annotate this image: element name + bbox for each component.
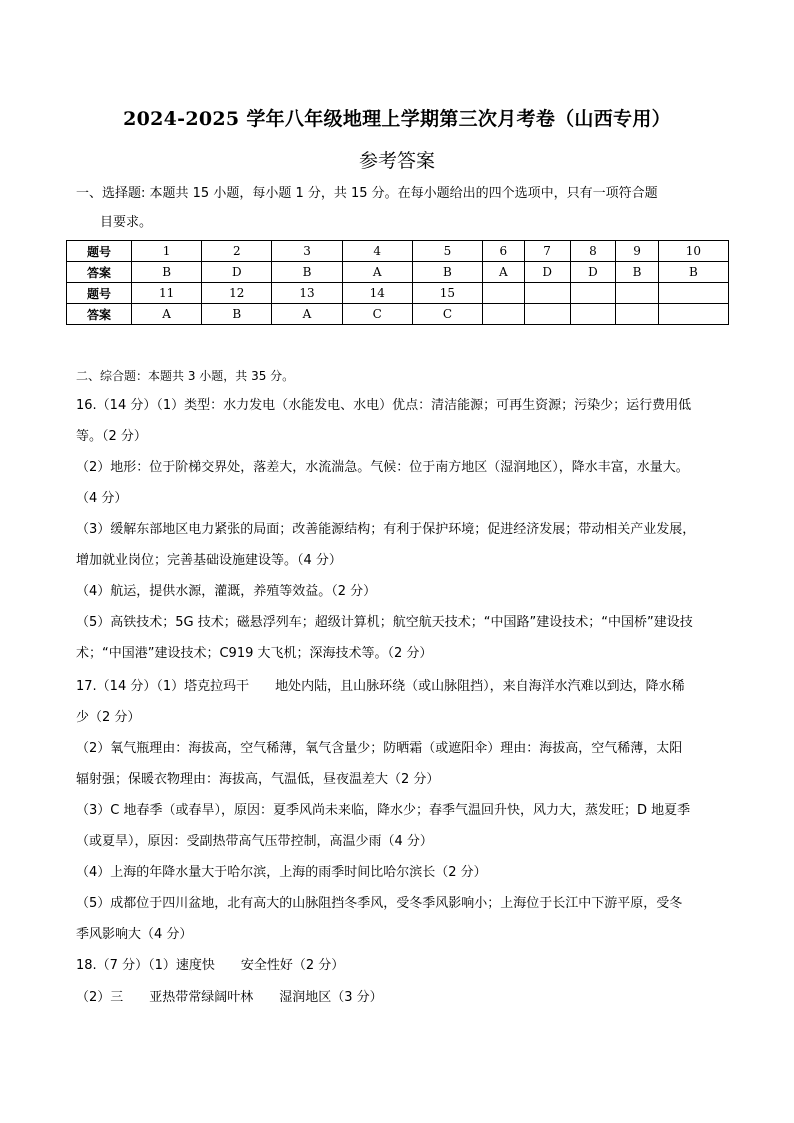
table-cell: 2 xyxy=(202,241,272,262)
table-cell: D xyxy=(524,262,570,283)
table-cell: 答案 xyxy=(67,304,132,325)
table-row xyxy=(67,241,729,262)
answer-line: （5）成都位于四川盆地，北有高大的山脉阻挡冬季风，受冬季风影响小；上海位于长江中下游平原，受冬 xyxy=(76,896,683,911)
table-cell: A xyxy=(132,304,202,325)
table-cell: D xyxy=(202,262,272,283)
table-cell: B xyxy=(272,262,342,283)
table-cell: A xyxy=(483,262,525,283)
table-cell: 13 xyxy=(272,283,342,304)
table-cell: D xyxy=(570,262,616,283)
answer-line: 增加就业岗位；完善基础设施建设等。（4 分） xyxy=(76,553,342,568)
table-cell xyxy=(524,304,570,325)
table-cell: B xyxy=(412,262,482,283)
table-cell xyxy=(616,304,658,325)
table-cell: B xyxy=(202,304,272,325)
table-cell: 1 xyxy=(132,241,202,262)
table-cell xyxy=(483,283,525,304)
answer-line: （3）C 地春季（或春旱），原因：夏季风尚未来临，降水少；春季气温回升快，风力大，蒸发旺；D 地夏季 xyxy=(76,803,691,818)
answer-line: （5）高铁技术；5G 技术；磁悬浮列车；超级计算机；航空航天技术；“中国路”建设技术；“中国桥”建设技 xyxy=(76,615,693,630)
table-cell: 4 xyxy=(342,241,412,262)
table-cell: B xyxy=(658,262,728,283)
table-cell: 12 xyxy=(202,283,272,304)
answer-line: 季风影响大（4 分） xyxy=(76,927,193,942)
section1-instruction: 一、选择题: 本题共 15 小题，每小题 1 分，共 15 分。在每小题给出的四个选项中，只有一项符合题 xyxy=(76,186,658,201)
answer-line: 17.（14 分）（1）塔克拉玛干 地处内陆，且山脉环绕（或山脉阻挡），来自海洋水汽难以到达，降水稀 xyxy=(76,679,685,694)
answer-line: （4）上海的年降水量大于哈尔滨，上海的雨季时间比哈尔滨长（2 分） xyxy=(76,865,487,880)
answer-line: （或夏旱），原因：受副热带高气压带控制，高温少雨（4 分） xyxy=(76,834,433,849)
answer-line: 16.（14 分）（1）类型：水力发电（水能发电、水电）优点：清洁能源；可再生资源；污染少；运行费用低 xyxy=(76,398,692,413)
table-cell: 5 xyxy=(412,241,482,262)
answer-line: （2）三 亚热带常绿阔叶林 湿润地区（3 分） xyxy=(76,990,383,1005)
answer-line: （2）氧气瓶理由：海拔高，空气稀薄，氧气含量少；防晒霜（或遮阳伞）理由：海拔高，空气稀薄，太阳 xyxy=(76,741,683,756)
table-cell xyxy=(658,304,728,325)
table-row xyxy=(67,262,729,283)
table-cell xyxy=(570,304,616,325)
table-cell: 11 xyxy=(132,283,202,304)
table-cell: A xyxy=(342,262,412,283)
table-cell xyxy=(483,304,525,325)
answer-line: 术；“中国港”建设技术；C919 大飞机；深海技术等。（2 分） xyxy=(76,646,433,661)
table-cell: 3 xyxy=(272,241,342,262)
answer-line: （4）航运，提供水源，灌溉，养殖等效益。（2 分） xyxy=(76,584,377,599)
answer-line: （2）地形：位于阶梯交界处，落差大，水流湍急。气候：位于南方地区（湿润地区），降水丰富，水量大。 xyxy=(76,460,689,475)
table-cell xyxy=(570,283,616,304)
table-cell: 14 xyxy=(342,283,412,304)
table-cell: 8 xyxy=(570,241,616,262)
section2-heading: 二、综合题：本题共 3 小题，共 35 分。 xyxy=(76,369,295,383)
answer-line: 等。（2 分） xyxy=(76,429,147,444)
table-cell xyxy=(658,283,728,304)
table-cell xyxy=(616,283,658,304)
table-cell: B xyxy=(132,262,202,283)
table-cell: 15 xyxy=(412,283,482,304)
answer-line: 18.（7 分）（1）速度快 安全性好（2 分） xyxy=(76,958,345,973)
section1-instruction-cont: 目要求。 xyxy=(100,215,153,230)
answer-line: （3）缓解东部地区电力紧张的局面；改善能源结构；有利于保护环境；促进经济发展；带动相关产业发展， xyxy=(76,522,696,537)
answer-line: 辐射强；保暖衣物理由：海拔高，气温低，昼夜温差大（2 分） xyxy=(76,772,440,787)
answer-table xyxy=(66,240,729,325)
table-cell: B xyxy=(616,262,658,283)
page-subtitle: 参考答案 xyxy=(358,150,435,172)
table-row xyxy=(67,304,729,325)
table-cell: C xyxy=(342,304,412,325)
table-cell: 答案 xyxy=(67,262,132,283)
answer-line: 少（2 分） xyxy=(76,710,141,725)
page-title: 2024-2025 学年八年级地理上学期第三次月考卷（山西专用） xyxy=(123,108,671,130)
table-row xyxy=(67,283,729,304)
table-cell: 题号 xyxy=(67,241,132,262)
table-cell: C xyxy=(412,304,482,325)
answer-line: （4 分） xyxy=(76,491,128,506)
table-cell: 6 xyxy=(483,241,525,262)
table-cell: 10 xyxy=(658,241,728,262)
table-cell: A xyxy=(272,304,342,325)
table-cell: 7 xyxy=(524,241,570,262)
table-cell: 题号 xyxy=(67,283,132,304)
table-cell xyxy=(524,283,570,304)
table-cell: 9 xyxy=(616,241,658,262)
